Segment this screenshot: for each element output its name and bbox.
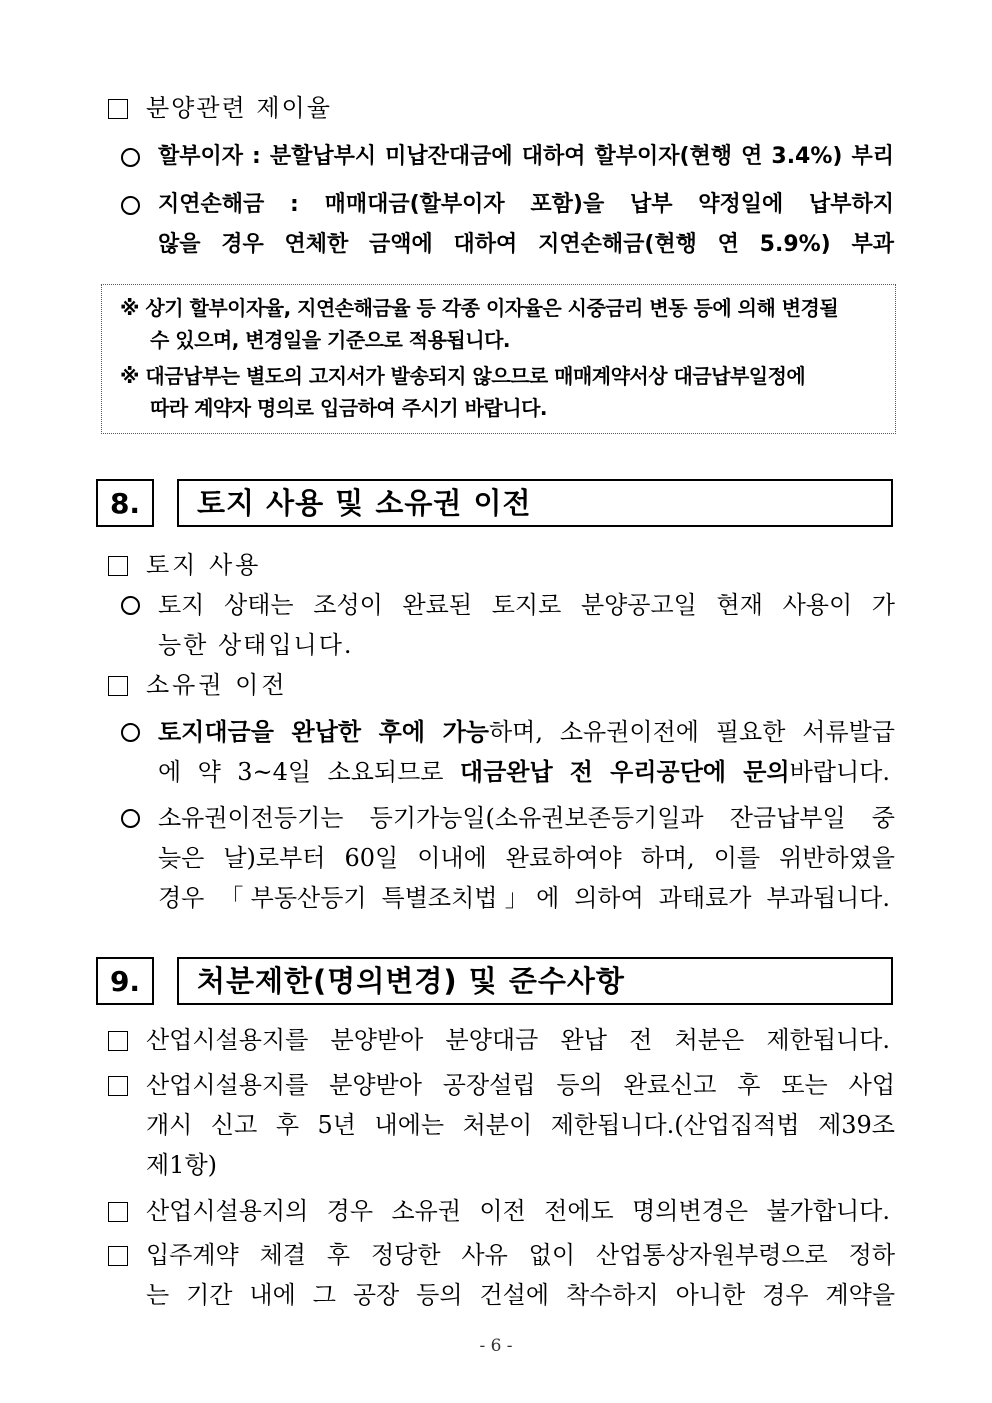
ownership-item1-line2 — [158, 757, 890, 787]
section8-sub-ownership: 소유권 이전 — [146, 671, 288, 699]
ownership-item1-rest2b: 바랍니다. — [789, 758, 890, 786]
section9-title: 처분제한(명의변경) 및 준수사항 — [177, 957, 893, 1005]
notice-box — [101, 284, 896, 434]
rates-item-delay-line1: 지연손해금 : 매매대금(할부이자 포함)을 납부 약정일에 납부하지 — [158, 192, 894, 217]
page-number: - 6 - — [479, 1336, 513, 1356]
notice-line2: 수 있으며, 변경일을 기준으로 적용됩니다. — [150, 328, 510, 352]
section9-item4-line1: 입주계약 체결 후 정당한 사유 없이 산업통상자원부령으로 정하 — [146, 1241, 895, 1269]
section9-item4-line2: 는 기간 내에 그 공장 등의 건설에 착수하지 아니한 경우 계약을 — [146, 1281, 895, 1309]
notice-line4: 따라 계약자 명의로 입금하여 주시기 바랍니다. — [150, 396, 547, 420]
section9-item2-line1: 산업시설용지를 분양받아 공장설립 등의 완료신고 후 또는 사업 — [146, 1071, 895, 1099]
land-use-item-line1: 토지 상태는 조성이 완료된 토지로 분양공고일 현재 사용이 가 — [158, 591, 895, 619]
section9-item1: 산업시설용지를 분양받아 분양대금 완납 전 처분은 제한됩니다. — [146, 1026, 890, 1054]
notice-line1: ※ 상기 할부이자율, 지연손해금율 등 각종 이자율은 시중금리 변동 등에 의해 변경될 — [120, 296, 839, 320]
checkbox-square-icon — [108, 1031, 128, 1051]
ownership-item2-line2: 늦은 날)로부터 60일 이내에 완료하여야 하며, 이를 위반하였을 — [158, 844, 895, 872]
rates-item-installment: 할부이자 : 분할납부시 미납잔대금에 대하여 할부이자(현행 연 3.4%) 부리 — [158, 144, 894, 169]
checkbox-square-icon — [108, 1076, 128, 1096]
checkbox-square-icon — [108, 99, 128, 119]
rates-heading: 분양관련 제이율 — [146, 94, 332, 122]
circle-bullet-icon — [121, 596, 140, 615]
ownership-item1-rest2a: 에 약 3~4일 소요되므로 — [158, 758, 460, 786]
checkbox-square-icon — [108, 676, 128, 696]
land-use-item-line2: 능한 상태입니다. — [158, 631, 354, 659]
section8-title: 토지 사용 및 소유권 이전 — [177, 479, 893, 527]
section9-item2-line3: 제1항) — [146, 1151, 218, 1179]
section8-sub-land-use: 토지 사용 — [146, 551, 262, 579]
checkbox-square-icon — [108, 1246, 128, 1266]
section9-item3: 산업시설용지의 경우 소유권 이전 전에도 명의변경은 불가합니다. — [146, 1197, 890, 1225]
ownership-item1-line1 — [158, 717, 895, 747]
rates-item-delay-line2: 않을 경우 연체한 금액에 대하여 지연손해금(현행 연 5.9%) 부과 — [158, 232, 894, 257]
ownership-item1-bold2: 대금완납 전 우리공단에 문의 — [459, 757, 790, 786]
ownership-item2-line3: 경우 「부동산등기 특별조치법」에 의하여 과태료가 부과됩니다. — [158, 884, 890, 912]
ownership-item1-bold1: 토지대금을 완납한 후에 가능 — [158, 717, 489, 746]
ownership-item1-rest1: 하며, 소유권이전에 필요한 서류발급 — [489, 718, 895, 746]
circle-bullet-icon — [121, 809, 140, 828]
checkbox-square-icon — [108, 1202, 128, 1222]
circle-bullet-icon — [121, 196, 140, 215]
ownership-item2-line1: 소유권이전등기는 등기가능일(소유권보존등기일과 잔금납부일 중 — [158, 804, 895, 832]
circle-bullet-icon — [121, 148, 140, 167]
notice-line3: ※ 대금납부는 별도의 고지서가 발송되지 않으므로 매매계약서상 대금납부일정에 — [120, 364, 806, 388]
section8-number: 8. — [96, 479, 154, 527]
circle-bullet-icon — [121, 723, 140, 742]
section9-item2-line2: 개시 신고 후 5년 내에는 처분이 제한됩니다.(산업집적법 제39조 — [146, 1111, 895, 1139]
section9-number: 9. — [96, 957, 154, 1005]
checkbox-square-icon — [108, 556, 128, 576]
